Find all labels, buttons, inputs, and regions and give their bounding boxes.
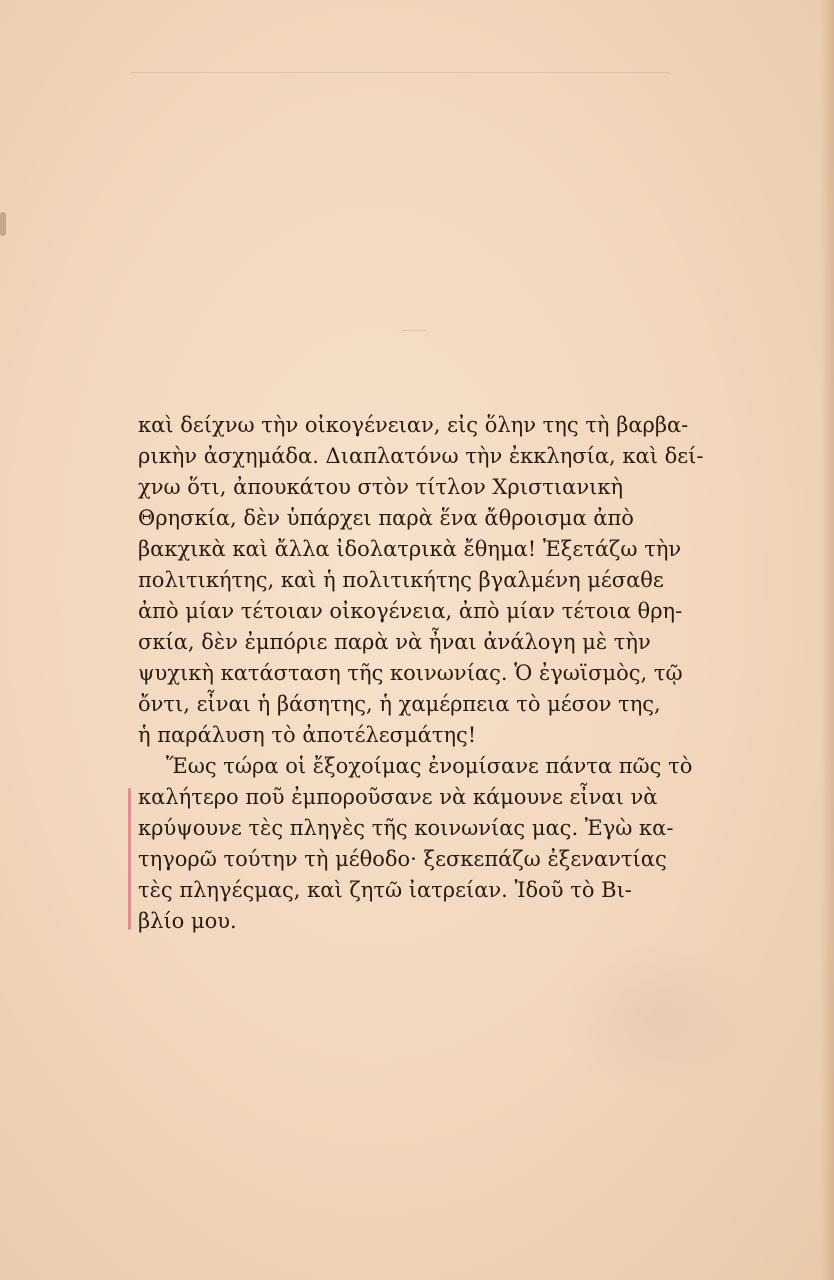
faded-header-rule xyxy=(130,72,670,73)
text-line: χνω ὅτι, ἀπουκάτου στὸν τίτλον Χριστιανικὴ xyxy=(138,475,624,499)
text-line: τὲς πληγέςμας, καὶ ζητῶ ἰατρείαν. Ἰδοῦ τὸ Βι- xyxy=(138,878,632,902)
faded-ornament-dash xyxy=(402,330,426,331)
text-line: ψυχικὴ κατάσταση τῆς κοινωνίας. Ὁ ἐγωϊσμὸς, τῷ xyxy=(138,661,683,685)
text-line: καλήτερο ποῦ ἐμποροῦσανε νὰ κάμουνε εἶναι νὰ xyxy=(138,785,658,809)
page-edge-shadow xyxy=(820,0,834,1280)
text-line: βλίο μου. xyxy=(138,909,237,933)
text-line: καὶ δείχνω τὴν οἰκογένειαν, εἰς ὅλην της τὴ βαρβα- xyxy=(138,413,689,437)
faded-heading-bleedthrough xyxy=(310,238,520,260)
text-line: ἡ παράλυση τὸ ἀποτέλεσμάτης! xyxy=(138,723,477,747)
text-line: Θρησκία, δὲν ὑπάρχει παρὰ ἕνα ἄθροισμα ἀπὸ xyxy=(138,506,634,530)
text-line: σκία, δὲν ἐμπόριε παρὰ νὰ ἦναι ἀνάλογη μὲ τὴν xyxy=(138,630,651,654)
text-line: ρικὴν ἀσχημάδα. Διαπλατόνω τὴν ἐκκλησία, καὶ δεί- xyxy=(138,444,704,468)
text-line: πολιτικήτης, καὶ ἡ πολιτικήτης βγαλμένη μέσαθε xyxy=(138,568,664,592)
paper-stain xyxy=(0,212,6,236)
text-line: τηγορῶ τούτην τὴ μέθοδο· ξεσκεπάζω ἐξεναντίας xyxy=(138,847,667,871)
text-line: ἀπὸ μίαν τέτοιαν οἰκογένεια, ἀπὸ μίαν τέτοια θρη- xyxy=(138,599,683,623)
margin-pencil-mark xyxy=(128,788,131,930)
text-line: κρύψουνε τὲς πληγὲς τῆς κοινωνίας μας. Ἐγὼ κα- xyxy=(138,816,674,840)
text-line: Ἕως τώρα οἱ ἔξοχοίμας ἐνομίσανε πάντα πῶς τὸ xyxy=(166,754,693,778)
text-line: βακχικὰ καὶ ἄλλα ἰδολατρικὰ ἔθημα! Ἐξετάζω τὴν xyxy=(138,537,682,561)
reverse-side-bleedthrough xyxy=(560,938,760,1098)
body-text xyxy=(138,410,728,937)
text-line: ὄντι, εἶναι ἡ βάσητης, ἡ χαμέρπεια τὸ μέσον της, xyxy=(138,692,661,716)
